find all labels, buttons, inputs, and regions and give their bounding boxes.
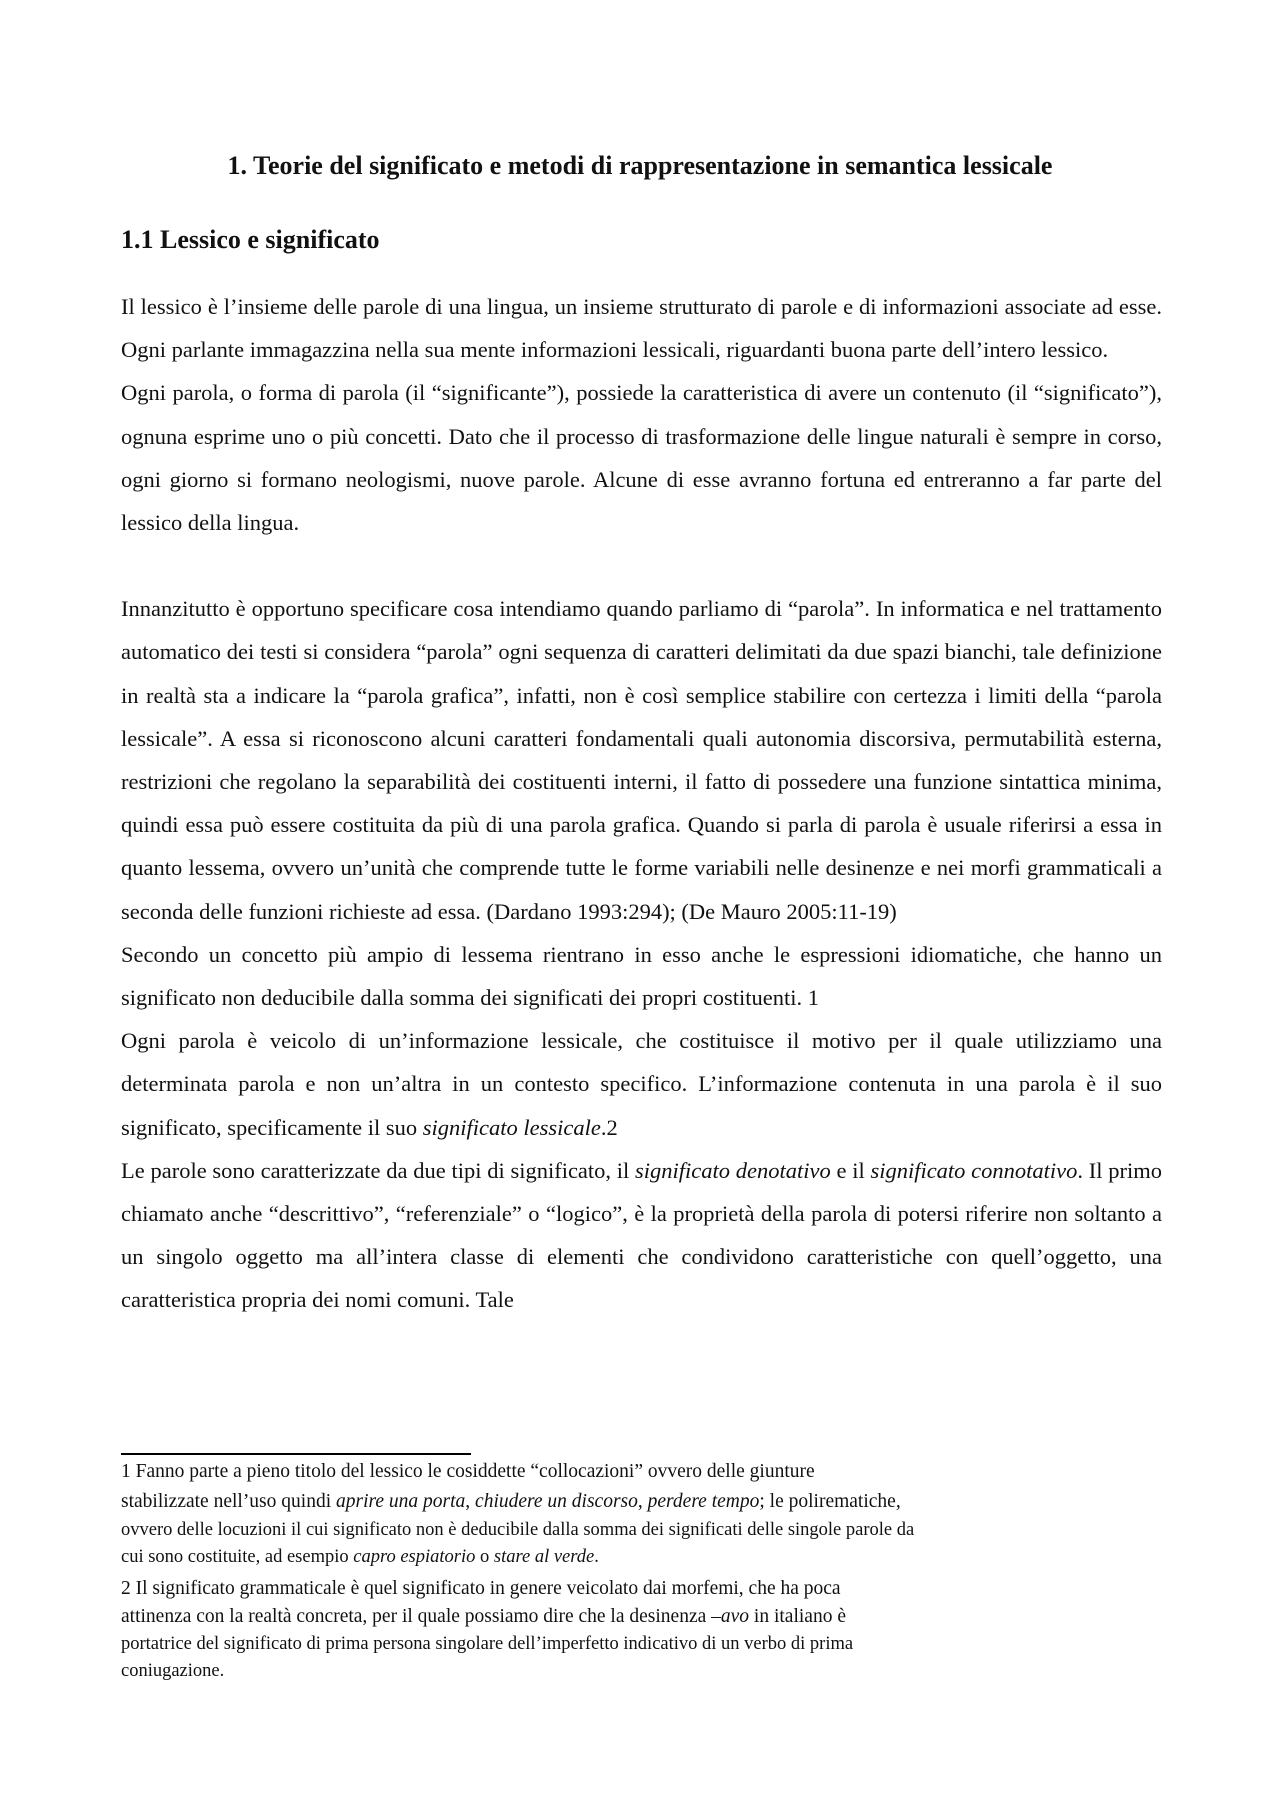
footnote-line: portatrice del significato di prima persona singolare dell’imperfetto indicativo di un verbo di prima xyxy=(121,1634,854,1654)
text-run: , xyxy=(465,1491,476,1512)
footnotes xyxy=(121,1457,1162,1685)
italic-term: significato lessicale xyxy=(422,1114,601,1140)
italic-term: chiudere un discorso xyxy=(475,1491,638,1512)
text-run: cui sono costituite, ad esempio xyxy=(121,1547,354,1567)
text-run: , xyxy=(637,1491,648,1512)
footnote-line: 2 Il significato grammaticale è quel significato in genere veicolato dai morfemi, che ha poca xyxy=(121,1578,841,1599)
text-run: Le parole sono caratterizzate da due tipi di significato, il xyxy=(121,1157,636,1183)
italic-term: capro espiatorio xyxy=(353,1547,476,1567)
text-run: ; le polirematiche, xyxy=(759,1491,901,1512)
footnote-line: ovvero delle locuzioni il cui significato non è deducibile dalla somma dei significati delle singole parole da xyxy=(121,1520,915,1540)
text-run: attinenza con la realtà concreta, per il quale possiamo dire che la desinenza xyxy=(121,1606,712,1627)
text-run: o xyxy=(475,1547,494,1567)
footnote-line xyxy=(121,1603,1162,1631)
italic-term: perdere tempo xyxy=(647,1491,760,1512)
chapter-title: 1. Teorie del significato e metodi di rappresentazione in semantica lessicale xyxy=(227,151,1053,180)
footnote-line xyxy=(121,1487,1162,1517)
italic-term: stare al verde xyxy=(493,1547,595,1567)
text-run: Ogni parola è veicolo di un’informazione lessicale, che costituisce il motivo per il quale utilizziamo una determinata parola e non un’altra in un contesto specifico. L’informazione contenuta in una parola è il suo significato, specificamente il suo xyxy=(121,1028,1162,1140)
footnote-separator xyxy=(121,1453,471,1455)
text-run: stabilizzate nell’uso quindi xyxy=(121,1491,336,1512)
text-run: . Il primo chiamato anche “descrittivo”, “referenziale” o “logico”, è la proprietà della parola di potersi riferire non soltanto a un singolo oggetto ma all’intera classe di elementi che condividono caratteristiche con quell’oggetto, una caratteristica propria dei nomi comuni. Tale xyxy=(121,1157,1162,1313)
footnote-line: coniugazione. xyxy=(121,1661,225,1681)
paragraph-spacer xyxy=(121,544,1162,587)
footnote-1 xyxy=(121,1457,1162,1571)
italic-term: aprire una porta xyxy=(336,1491,466,1512)
text-run: in italiano è xyxy=(749,1606,846,1627)
italic-term: significato denotativo xyxy=(635,1157,831,1183)
paragraph-lessico: Il lessico è l’insieme delle parole di una lingua, un insieme strutturato di parole e di informazioni associate ad esse. Ogni parlante immagazzina nella sua mente informazioni lessicali, riguardanti buona parte dell’intero lessico. xyxy=(121,294,1162,363)
text-run: . xyxy=(594,1547,599,1567)
paragraph-informazione-lessicale xyxy=(121,1019,1162,1149)
italic-term: –avo xyxy=(711,1606,750,1627)
paragraph-lessema: Secondo un concetto più ampio di lessema rientrano in esso anche le espressioni idiomatiche, che hanno un significato non deducibile dalla somma dei significati dei propri costituenti. 1 xyxy=(121,941,1162,1011)
footnote-line xyxy=(121,1544,1162,1571)
text-run: e il xyxy=(830,1157,871,1183)
paragraph-tipi-significato xyxy=(121,1149,1162,1322)
body-text xyxy=(121,285,1162,1322)
italic-term: significato connotativo xyxy=(870,1157,1078,1183)
section-title: 1.1 Lessico e significato xyxy=(121,225,380,254)
footnote-line: 1 Fanno parte a pieno titolo del lessico le cosiddette “collocazioni” ovvero delle giunture xyxy=(121,1461,815,1482)
text-run: .2 xyxy=(600,1114,618,1140)
paragraph-definizione-parola: Innanzitutto è opportuno specificare cosa intendiamo quando parliamo di “parola”. In informatica e nel trattamento automatico dei testi si considera “parola” ogni sequenza di caratteri delimitati da due spazi bianchi, tale definizione in realtà sta a indicare la “parola grafica”, infatti, non è così semplice stabilire con certezza i limiti della “parola lessicale”. A essa si riconoscono alcuni caratteri fondamentali quali autonomia discorsiva, permutabilità esterna, restrizioni che regolano la separabilità dei costituenti interni, il fatto di possedere una funzione sintattica minima, quindi essa può essere costituita da più di una parola grafica. Quando si parla di parola è usuale riferirsi a essa in quanto lessema, ovvero un’unità che comprende tutte le forme variabili nelle desinenze e nei morfi grammaticali a seconda delle funzioni richieste ad essa. (Dardano 1993:294); (De Mauro 2005:11-19) xyxy=(121,596,1162,924)
footnote-2 xyxy=(121,1575,1162,1685)
paragraph-parola-forma: Ogni parola, o forma di parola (il “significante”), possiede la caratteristica di avere un contenuto (il “significato”), ognuna esprime uno o più concetti. Dato che il processo di trasformazione delle lingue naturali è sempre in corso, ogni giorno si formano neologismi, nuove parole. Alcune di esse avranno fortuna ed entreranno a far parte del lessico della lingua. xyxy=(121,380,1162,536)
